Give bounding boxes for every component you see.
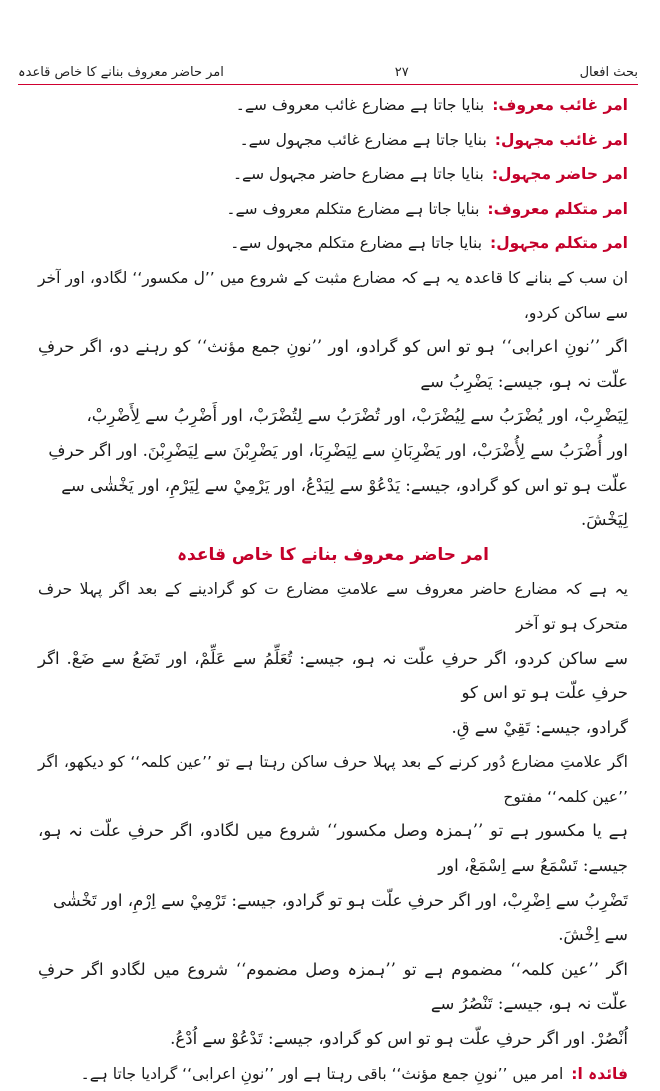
list-item-label: امر متکلم مجہول: — [490, 234, 628, 253]
list-item-text: بنایا جاتا ہے مضارع متکلم معروف سے۔ — [226, 199, 480, 218]
paragraph-line: علّت ہو تو اس کو گرادو، جیسے: يَدْعُوْ سے لِيَدْعُ، اور يَرْمِيْ سے لِيَرْمِ، اور يَخْشٰى سے لِيَخْشَ. — [61, 475, 628, 530]
list-item — [38, 157, 628, 192]
page-number: ۲۷ — [394, 65, 409, 80]
note-text: امر میں ’’نونِ جمع مؤنث‘‘ باقی رہتا ہے اور ’’نونِ اعرابی‘‘ گرادیا جاتا ہے۔ — [80, 1064, 564, 1083]
note — [38, 1057, 628, 1091]
list-item-text: بنایا جاتا ہے مضارع حاضر مجہول سے۔ — [232, 165, 484, 184]
list-item-text: بنایا جاتا ہے مضارع غائب معروف سے۔ — [235, 96, 485, 114]
paragraph-line: یہ ہے کہ مضارع حاضر معروف سے علامتِ مضارع ت کو گرادینے کے بعد اگر پہلا حرف متحرک ہو تو آخر — [38, 580, 628, 633]
list-item-label: امر حاضر مجہول: — [491, 165, 628, 184]
paragraph-line: اور أُضْرَبُ سے لِأُضْرَبْ، اور يَضْرِبَانِ سے لِيَضْرِبَا، اور يَضْرِبْنَ سے لِيَضْرِبْنَ. اور اگر حرفِ — [48, 440, 628, 460]
paragraph-line: لِيَضْرِبْ، اور يُضْرَبُ سے لِيُضْرَبْ، اور تُضْرَبُ سے لِتُضْرَبْ، اور أَضْرِبُ سے لِأَضْرِبْ، — [86, 406, 628, 426]
paragraph-line: تَضْرِبُ سے اِضْرِبْ، اور اگر حرفِ علّت ہو تو گرادو، جیسے: تَرْمِيْ سے اِرْمِ، اور تَخْشٰى سے اِخْشَ. — [53, 890, 628, 945]
header-divider — [18, 84, 638, 85]
list-item-label: امر متکلم معروف: — [487, 199, 628, 218]
list-item-label: امر غائب معروف: — [492, 96, 628, 114]
list-item-text: بنایا جاتا ہے مضارع متکلم مجہول سے۔ — [230, 234, 483, 253]
header-section-title: امر حاضر معروف بنانے کا خاص قاعدہ — [18, 65, 224, 80]
page-body — [38, 88, 628, 1083]
list-item — [38, 123, 628, 158]
list-item — [38, 88, 628, 123]
paragraph-line: اگر ’’نونِ اعرابی‘‘ ہو تو اس کو گرادو، اور ’’نونِ جمع مؤنث‘‘ کو رہنے دو، اگر حرفِ علّت نہ ہو، جیسے: يَضْرِبُ سے — [38, 337, 628, 391]
running-header — [18, 56, 638, 80]
header-chapter-title: بحث افعال — [579, 65, 638, 80]
paragraph-line: گرادو، جیسے: تَقِيْ سے قِ. — [451, 717, 628, 737]
paragraph-line: اُنْصُرْ. اور اگر حرفِ علّت ہو تو اس کو گرادو، جیسے: تَدْعُوْ سے اُدْعُ. — [170, 1029, 628, 1049]
list-item — [38, 226, 628, 261]
list-item — [38, 192, 628, 227]
note-label: فائدہ ا: — [571, 1064, 628, 1083]
list-item-text: بنایا جاتا ہے مضارع غائب مجہول سے۔ — [239, 130, 487, 149]
paragraph-line: ان سب کے بنانے کا قاعدہ یہ ہے کہ مضارع مثبت کے شروع میں ’’ل مکسور‘‘ لگادو، اور آخر سے ساکن کردو، — [38, 268, 628, 322]
section-heading: امر حاضر معروف بنانے کا خاص قاعدہ — [177, 544, 489, 565]
paragraph-line: ہے یا مکسور ہے تو ’’ہمزہ وصل مکسور‘‘ شروع میں لگادو، اگر حرفِ علّت نہ ہو، جیسے: تَسْمَعُ سے اِسْمَعْ، اور — [38, 821, 628, 876]
paragraph-line: اگر ’’عین کلمہ‘‘ مضموم ہے تو ’’ہمزہ وصل مضموم‘‘ شروع میں لگادو اگر حرفِ علّت نہ ہو، جیسے: تَنْصُرُ سے — [38, 959, 628, 1014]
paragraph-line: اگر علامتِ مضارع دُور کرنے کے بعد پہلا حرف ساکن رہتا ہے تو ’’عین کلمہ‘‘ کو دیکھو، اگر ’’عین کلمہ‘‘ مفتوح — [38, 753, 628, 806]
list-item-label: امر غائب مجہول: — [494, 130, 628, 149]
paragraph-line: سے ساکن کردو، اگر حرفِ علّت نہ ہو، جیسے: تُعَلِّمُ سے عَلِّمْ، اور تَضَعُ سے ضَعْ. اگر حرفِ علّت ہو تو اس کو — [38, 648, 628, 703]
